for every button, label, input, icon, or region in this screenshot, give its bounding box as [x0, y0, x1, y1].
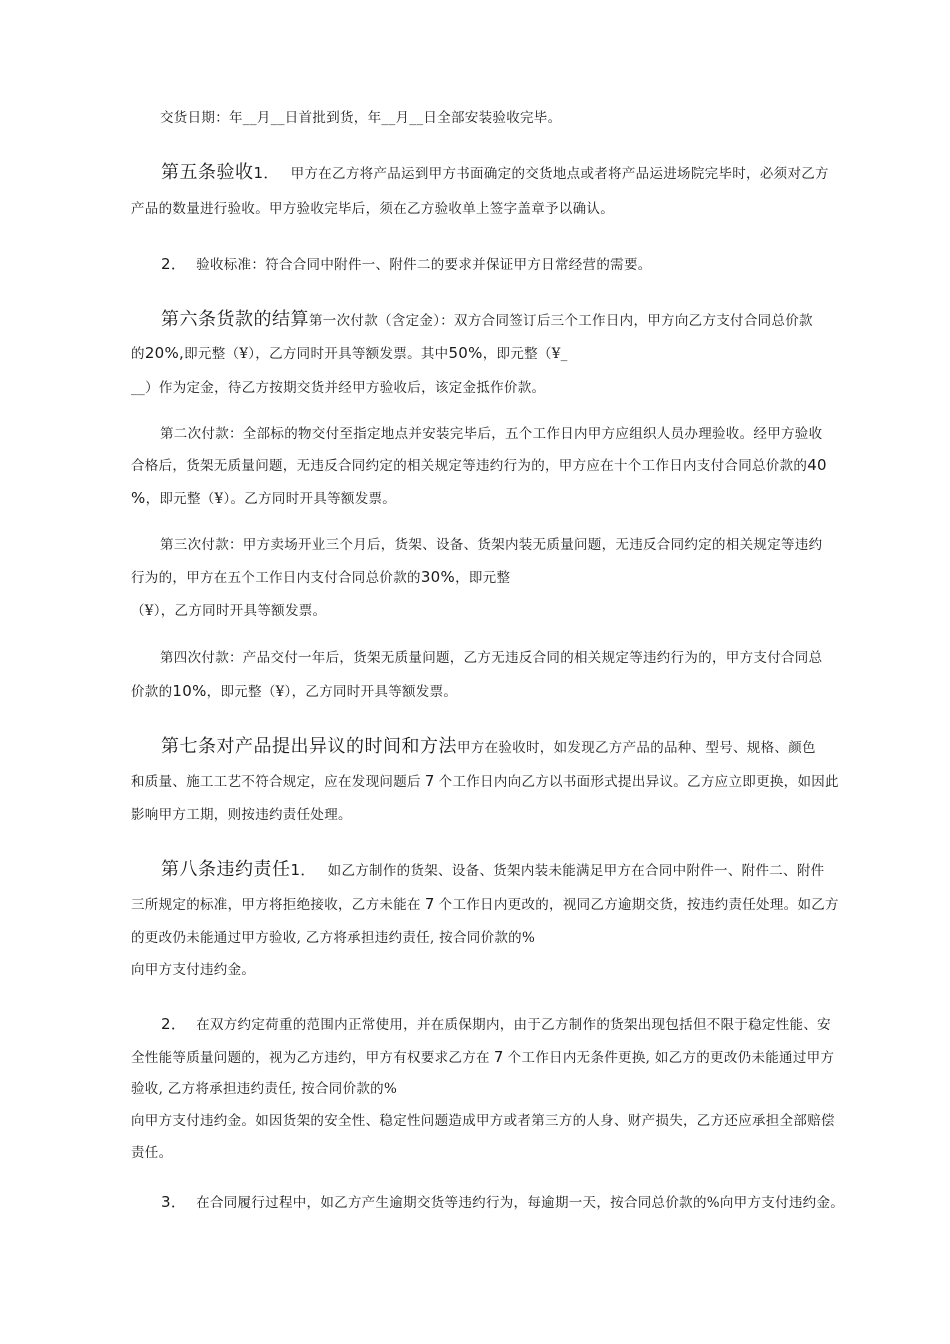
percent-40: 40: [807, 456, 827, 474]
article-7-line-2: [131, 771, 839, 792]
article-8-line-4: [131, 960, 255, 980]
article-8-item-2-line-3: [131, 1079, 397, 1099]
article-7-text: 和质量、施工工艺不符合规定，应在发现问题后: [131, 774, 421, 790]
article-8-text: 向甲方支付违约金。如因货架的安全性、稳定性问题造成甲方或者第三方的人身、财产损失，乙方还应承担全部赔偿: [131, 1113, 835, 1129]
percent-30: 30%: [420, 568, 456, 586]
percent-50: 50%: [448, 344, 483, 362]
article-6-line-1: [161, 310, 813, 331]
payment-3-line-3: [131, 601, 326, 621]
article-8-item-1-number: 1．: [290, 861, 316, 879]
payment-4-text: ，即元整（¥），乙方同时开具等额发票。: [206, 684, 458, 700]
payment-3-text: ，即元整: [455, 570, 511, 586]
article-7-line-1: [161, 737, 816, 758]
payment-2-line-1: [160, 424, 822, 444]
article-5-line-1: [161, 163, 829, 184]
payment-3-text: 行为的，甲方在五个工作日内支付合同总价款的: [131, 570, 421, 586]
article-8-line-2: [131, 894, 839, 915]
article-8-item-3: [161, 1192, 844, 1213]
article-8-line-1: [161, 860, 824, 881]
article-5-line-2: [131, 199, 614, 219]
payment-2-line-2: [131, 455, 827, 476]
number-7: 7: [493, 1048, 504, 1066]
article-8-text: 个工作日内无条件更换, 如乙方的更改仍未能通过甲方: [507, 1050, 835, 1066]
article-8-item-2-line-5: [131, 1143, 172, 1163]
payment-2-text: ，即元整（¥）。乙方同时开具等额发票。: [145, 491, 397, 507]
article-6-line-2: [131, 343, 568, 364]
article-8-line-3: [131, 928, 535, 948]
article-7-heading: 第七条对产品提出异议的时间和方法: [161, 736, 457, 757]
article-7-text: 个工作日内向乙方以书面形式提出异议。乙方应立即更换，如因此: [438, 774, 839, 790]
article-6-text: ，即元整（¥_: [482, 346, 568, 362]
percent-10: 10%: [172, 682, 207, 700]
payment-3-line-1: [160, 535, 822, 555]
article-8-text: 的更改仍未能通过甲方验收, 乙方将承担违约责任, 按合同价款的%: [131, 930, 536, 946]
payment-2-text: 合格后，货架无质量问题，无违反合同约定的相关规定等违约行为的，甲方应在十个工作日内支付合同总价款的: [131, 458, 808, 474]
article-5-item-1-text-1: 甲方在乙方将产品运到甲方书面确定的交货地点或者将产品运进场院完毕时，必须对乙方: [290, 166, 829, 182]
article-7-text: 影响甲方工期，则按违约责任处理。: [131, 807, 352, 823]
article-6-payment-1-text-1: 第一次付款（含定金）：双方合同签订后三个工作日内，甲方向乙方支付合同总价款: [309, 313, 813, 329]
article-8-item-3-number: 3．: [161, 1193, 187, 1211]
article-5-item-2-number: 2．: [161, 255, 187, 273]
delivery-date-line: [160, 108, 561, 128]
payment-3-text: （¥），乙方同时开具等额发票。: [131, 603, 327, 619]
article-5-item-2-text: 验收标准：符合合同中附件一、附件二的要求并保证甲方日常经营的需要。: [196, 257, 652, 273]
number-7: 7: [424, 895, 435, 913]
payment-2-text: 第二次付款：全部标的物交付至指定地点并安装完毕后，五个工作日内甲方应组织人员办理验收。经甲方验收: [160, 426, 823, 442]
payment-2-line-3: [131, 488, 396, 509]
article-6-text: __）作为定金，待乙方按期交货并经甲方验收后，该定金抵作价款。: [131, 380, 546, 396]
percent-20: 20%,: [144, 344, 185, 362]
article-8-text: 三所规定的标准，甲方将拒绝接收，乙方未能在: [131, 897, 421, 913]
article-6-text: 即元整（¥），乙方同时开具等额发票。其中: [184, 346, 449, 362]
article-8-item-2-line-1: [161, 1014, 831, 1035]
article-8-item-2-line-4: [131, 1111, 835, 1131]
article-7-line-3: [131, 805, 352, 825]
article-8-text: 在合同履行过程中，如乙方产生逾期交货等违约行为，每逾期一天，按合同总价款的%向甲方支付违约金。: [196, 1195, 845, 1211]
number-7: 7: [424, 772, 435, 790]
article-8-text: 向甲方支付违约金。: [131, 962, 256, 978]
article-8-item-2-number: 2．: [161, 1015, 187, 1033]
article-8-text: 责任。: [131, 1145, 173, 1161]
article-6-line-3: [131, 378, 545, 398]
payment-4-text: 第四次付款：产品交付一年后，货架无质量问题，乙方无违反合同的相关规定等违约行为的，甲方支付合同总: [160, 650, 823, 666]
payment-4-line-1: [160, 648, 822, 668]
article-8-text: 全性能等质量问题的，视为乙方违约，甲方有权要求乙方在: [131, 1050, 490, 1066]
article-7-text: 甲方在验收时，如发现乙方产品的品种、型号、规格、颜色: [457, 740, 816, 756]
article-8-text: 如乙方制作的货架、设备、货架内装未能满足甲方在合同中附件一、附件二、附件: [327, 863, 825, 879]
payment-4-line-2: [131, 681, 457, 702]
article-6-heading: 第六条货款的结算: [161, 309, 309, 330]
article-8-text: 个工作日内更改的，视同乙方逾期交货，按违约责任处理。如乙方: [438, 897, 839, 913]
article-6-text: 的: [131, 346, 145, 362]
article-8-text: 在双方约定荷重的范围内正常使用，并在质保期内，由于乙方制作的货架出现包括但不限于稳定性能、安: [196, 1017, 831, 1033]
article-5-item-1-text-2: 产品的数量进行验收。甲方验收完毕后，须在乙方验收单上签字盖章予以确认。: [131, 201, 614, 217]
article-5-item-1-number: 1．: [253, 164, 279, 182]
article-8-item-2-line-2: [131, 1047, 834, 1068]
payment-3-text: 第三次付款：甲方卖场开业三个月后，货架、设备、货架内装无质量问题，无违反合同约定的相关规定等违约: [160, 537, 823, 553]
delivery-date-text: 交货日期：年__月__日首批到货，年__月__日全部安装验收完毕。: [160, 110, 562, 126]
article-5-item-2: [161, 254, 652, 275]
article-8-heading: 第八条违约责任: [161, 859, 291, 880]
percent-sign: %: [131, 489, 146, 507]
payment-3-line-2: [131, 567, 510, 588]
article-5-heading: 第五条验收: [161, 162, 254, 183]
article-8-text: 验收, 乙方将承担违约责任, 按合同价款的%: [131, 1081, 398, 1097]
payment-4-text: 价款的: [131, 684, 173, 700]
